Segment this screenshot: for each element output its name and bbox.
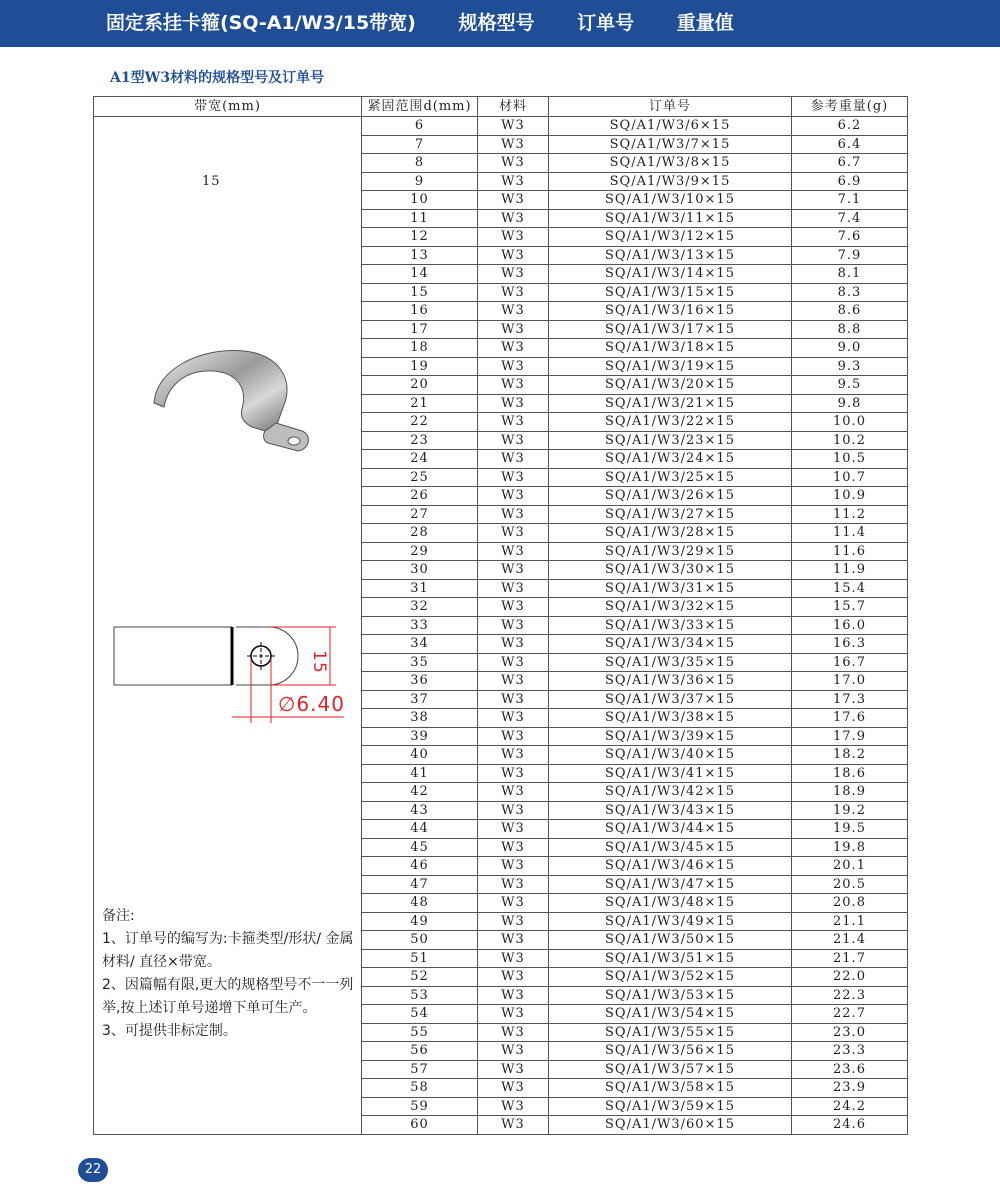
col-header-width: 带宽(mm) xyxy=(94,97,362,117)
weight-cell: 15.4 xyxy=(792,579,908,598)
order-cell: SQ/A1/W3/46×15 xyxy=(549,857,792,876)
material-cell: W3 xyxy=(478,542,549,561)
weight-cell: 8.1 xyxy=(792,265,908,284)
material-cell: W3 xyxy=(478,228,549,247)
order-cell: SQ/A1/W3/55×15 xyxy=(549,1023,792,1042)
weight-cell: 22.3 xyxy=(792,986,908,1005)
material-cell: W3 xyxy=(478,653,549,672)
weight-cell: 10.5 xyxy=(792,450,908,469)
weight-cell: 8.3 xyxy=(792,283,908,302)
order-cell: SQ/A1/W3/60×15 xyxy=(549,1116,792,1135)
clamp-product-image xyxy=(144,345,314,460)
weight-cell: 24.2 xyxy=(792,1097,908,1116)
material-cell: W3 xyxy=(478,431,549,450)
notes xyxy=(102,905,362,1043)
weight-cell: 17.9 xyxy=(792,727,908,746)
range-cell: 13 xyxy=(362,246,478,265)
dim-width-label: 15 xyxy=(309,650,329,674)
range-cell: 46 xyxy=(362,857,478,876)
material-cell: W3 xyxy=(478,875,549,894)
range-cell: 18 xyxy=(362,339,478,358)
range-cell: 35 xyxy=(362,653,478,672)
range-cell: 48 xyxy=(362,894,478,913)
material-cell: W3 xyxy=(478,376,549,395)
range-cell: 58 xyxy=(362,1079,478,1098)
material-cell: W3 xyxy=(478,746,549,765)
range-cell: 54 xyxy=(362,1005,478,1024)
order-cell: SQ/A1/W3/36×15 xyxy=(549,672,792,691)
range-cell: 56 xyxy=(362,1042,478,1061)
order-cell: SQ/A1/W3/30×15 xyxy=(549,561,792,580)
range-cell: 31 xyxy=(362,579,478,598)
material-cell: W3 xyxy=(478,783,549,802)
order-cell: SQ/A1/W3/7×15 xyxy=(549,135,792,154)
material-cell: W3 xyxy=(478,468,549,487)
weight-cell: 18.6 xyxy=(792,764,908,783)
weight-cell: 8.8 xyxy=(792,320,908,339)
weight-cell: 22.0 xyxy=(792,968,908,987)
order-cell: SQ/A1/W3/51×15 xyxy=(549,949,792,968)
dimension-diagram xyxy=(104,597,354,737)
range-cell: 43 xyxy=(362,801,478,820)
material-cell: W3 xyxy=(478,857,549,876)
range-cell: 27 xyxy=(362,505,478,524)
material-cell: W3 xyxy=(478,579,549,598)
weight-cell: 20.5 xyxy=(792,875,908,894)
order-cell: SQ/A1/W3/13×15 xyxy=(549,246,792,265)
material-cell: W3 xyxy=(478,191,549,210)
order-cell: SQ/A1/W3/48×15 xyxy=(549,894,792,913)
weight-cell: 21.4 xyxy=(792,931,908,950)
material-cell: W3 xyxy=(478,727,549,746)
order-cell: SQ/A1/W3/49×15 xyxy=(549,912,792,931)
range-cell: 16 xyxy=(362,302,478,321)
order-cell: SQ/A1/W3/45×15 xyxy=(549,838,792,857)
weight-cell: 11.6 xyxy=(792,542,908,561)
weight-cell: 18.2 xyxy=(792,746,908,765)
notes-line-2: 2、因篇幅有限,更大的规格型号不一一列举,按上述订单号递增下单可生产。 xyxy=(102,977,354,1016)
material-cell: W3 xyxy=(478,635,549,654)
order-cell: SQ/A1/W3/21×15 xyxy=(549,394,792,413)
material-cell: W3 xyxy=(478,357,549,376)
material-cell: W3 xyxy=(478,154,549,173)
order-cell: SQ/A1/W3/12×15 xyxy=(549,228,792,247)
order-cell: SQ/A1/W3/10×15 xyxy=(549,191,792,210)
table-row xyxy=(94,117,908,136)
weight-cell: 7.6 xyxy=(792,228,908,247)
order-cell: SQ/A1/W3/27×15 xyxy=(549,505,792,524)
weight-cell: 16.3 xyxy=(792,635,908,654)
order-cell: SQ/A1/W3/32×15 xyxy=(549,598,792,617)
range-cell: 39 xyxy=(362,727,478,746)
order-cell: SQ/A1/W3/29×15 xyxy=(549,542,792,561)
material-cell: W3 xyxy=(478,949,549,968)
material-cell: W3 xyxy=(478,1042,549,1061)
range-cell: 55 xyxy=(362,1023,478,1042)
order-cell: SQ/A1/W3/18×15 xyxy=(549,339,792,358)
material-cell: W3 xyxy=(478,283,549,302)
weight-cell: 7.4 xyxy=(792,209,908,228)
notes-title: 备注: xyxy=(102,908,135,924)
range-cell: 36 xyxy=(362,672,478,691)
weight-cell: 22.7 xyxy=(792,1005,908,1024)
weight-cell: 9.5 xyxy=(792,376,908,395)
weight-cell: 18.9 xyxy=(792,783,908,802)
range-cell: 40 xyxy=(362,746,478,765)
range-cell: 23 xyxy=(362,431,478,450)
weight-cell: 23.0 xyxy=(792,1023,908,1042)
material-cell: W3 xyxy=(478,672,549,691)
material-cell: W3 xyxy=(478,1079,549,1098)
material-cell: W3 xyxy=(478,1097,549,1116)
material-cell: W3 xyxy=(478,302,549,321)
material-cell: W3 xyxy=(478,265,549,284)
weight-cell: 6.2 xyxy=(792,117,908,136)
weight-cell: 23.6 xyxy=(792,1060,908,1079)
order-cell: SQ/A1/W3/52×15 xyxy=(549,968,792,987)
order-cell: SQ/A1/W3/43×15 xyxy=(549,801,792,820)
weight-cell: 10.7 xyxy=(792,468,908,487)
page-number: 22 xyxy=(78,1158,108,1182)
material-cell: W3 xyxy=(478,912,549,931)
weight-cell: 17.6 xyxy=(792,709,908,728)
range-cell: 50 xyxy=(362,931,478,950)
col-header-order: 订单号 xyxy=(549,97,792,117)
weight-cell: 16.0 xyxy=(792,616,908,635)
weight-cell: 11.9 xyxy=(792,561,908,580)
order-cell: SQ/A1/W3/25×15 xyxy=(549,468,792,487)
range-cell: 17 xyxy=(362,320,478,339)
range-cell: 28 xyxy=(362,524,478,543)
range-cell: 44 xyxy=(362,820,478,839)
material-cell: W3 xyxy=(478,801,549,820)
weight-cell: 17.0 xyxy=(792,672,908,691)
weight-cell: 6.4 xyxy=(792,135,908,154)
range-cell: 52 xyxy=(362,968,478,987)
header-item-order: 订单号 xyxy=(577,12,635,34)
order-cell: SQ/A1/W3/6×15 xyxy=(549,117,792,136)
range-cell: 24 xyxy=(362,450,478,469)
weight-cell: 11.4 xyxy=(792,524,908,543)
order-cell: SQ/A1/W3/54×15 xyxy=(549,1005,792,1024)
material-cell: W3 xyxy=(478,1116,549,1135)
weight-cell: 9.0 xyxy=(792,339,908,358)
weight-cell: 21.1 xyxy=(792,912,908,931)
weight-cell: 17.3 xyxy=(792,690,908,709)
weight-cell: 19.8 xyxy=(792,838,908,857)
weight-cell: 10.9 xyxy=(792,487,908,506)
range-cell: 38 xyxy=(362,709,478,728)
range-cell: 26 xyxy=(362,487,478,506)
weight-cell: 20.1 xyxy=(792,857,908,876)
weight-cell: 19.5 xyxy=(792,820,908,839)
weight-cell: 8.6 xyxy=(792,302,908,321)
range-cell: 41 xyxy=(362,764,478,783)
material-cell: W3 xyxy=(478,394,549,413)
spec-table xyxy=(93,96,908,1135)
range-cell: 47 xyxy=(362,875,478,894)
material-cell: W3 xyxy=(478,838,549,857)
order-cell: SQ/A1/W3/57×15 xyxy=(549,1060,792,1079)
range-cell: 6 xyxy=(362,117,478,136)
range-cell: 53 xyxy=(362,986,478,1005)
order-cell: SQ/A1/W3/35×15 xyxy=(549,653,792,672)
range-cell: 20 xyxy=(362,376,478,395)
order-cell: SQ/A1/W3/37×15 xyxy=(549,690,792,709)
material-cell: W3 xyxy=(478,246,549,265)
range-cell: 9 xyxy=(362,172,478,191)
range-cell: 19 xyxy=(362,357,478,376)
material-cell: W3 xyxy=(478,986,549,1005)
header-item-spec: 规格型号 xyxy=(458,12,535,34)
material-cell: W3 xyxy=(478,1023,549,1042)
order-cell: SQ/A1/W3/9×15 xyxy=(549,172,792,191)
material-cell: W3 xyxy=(478,172,549,191)
header-bar xyxy=(0,0,1000,47)
weight-cell: 9.3 xyxy=(792,357,908,376)
material-cell: W3 xyxy=(478,709,549,728)
header-title: 固定系挂卡箍(SQ-A1/W3/15带宽) xyxy=(106,12,416,34)
order-cell: SQ/A1/W3/41×15 xyxy=(549,764,792,783)
range-cell: 15 xyxy=(362,283,478,302)
material-cell: W3 xyxy=(478,764,549,783)
range-cell: 60 xyxy=(362,1116,478,1135)
material-cell: W3 xyxy=(478,820,549,839)
range-cell: 42 xyxy=(362,783,478,802)
range-cell: 45 xyxy=(362,838,478,857)
dim-hole-label: ∅6.40 xyxy=(278,692,345,716)
order-cell: SQ/A1/W3/56×15 xyxy=(549,1042,792,1061)
width-value: 15 xyxy=(202,174,221,189)
weight-cell: 6.9 xyxy=(792,172,908,191)
range-cell: 32 xyxy=(362,598,478,617)
material-cell: W3 xyxy=(478,339,549,358)
range-cell: 25 xyxy=(362,468,478,487)
range-cell: 14 xyxy=(362,265,478,284)
material-cell: W3 xyxy=(478,616,549,635)
material-cell: W3 xyxy=(478,505,549,524)
order-cell: SQ/A1/W3/38×15 xyxy=(549,709,792,728)
order-cell: SQ/A1/W3/39×15 xyxy=(549,727,792,746)
weight-cell: 9.8 xyxy=(792,394,908,413)
weight-cell: 10.0 xyxy=(792,413,908,432)
order-cell: SQ/A1/W3/58×15 xyxy=(549,1079,792,1098)
range-cell: 51 xyxy=(362,949,478,968)
range-cell: 57 xyxy=(362,1060,478,1079)
material-cell: W3 xyxy=(478,117,549,136)
weight-cell: 23.3 xyxy=(792,1042,908,1061)
order-cell: SQ/A1/W3/26×15 xyxy=(549,487,792,506)
order-cell: SQ/A1/W3/34×15 xyxy=(549,635,792,654)
table-header-row xyxy=(94,97,908,117)
range-cell: 37 xyxy=(362,690,478,709)
order-cell: SQ/A1/W3/8×15 xyxy=(549,154,792,173)
order-cell: SQ/A1/W3/59×15 xyxy=(549,1097,792,1116)
material-cell: W3 xyxy=(478,524,549,543)
weight-cell: 7.1 xyxy=(792,191,908,210)
order-cell: SQ/A1/W3/20×15 xyxy=(549,376,792,395)
col-header-material: 材料 xyxy=(478,97,549,117)
order-cell: SQ/A1/W3/31×15 xyxy=(549,579,792,598)
range-cell: 22 xyxy=(362,413,478,432)
material-cell: W3 xyxy=(478,450,549,469)
table-body xyxy=(94,117,908,1135)
range-cell: 8 xyxy=(362,154,478,173)
material-cell: W3 xyxy=(478,135,549,154)
range-cell: 21 xyxy=(362,394,478,413)
material-cell: W3 xyxy=(478,320,549,339)
range-cell: 12 xyxy=(362,228,478,247)
order-cell: SQ/A1/W3/15×15 xyxy=(549,283,792,302)
weight-cell: 23.9 xyxy=(792,1079,908,1098)
order-cell: SQ/A1/W3/14×15 xyxy=(549,265,792,284)
order-cell: SQ/A1/W3/16×15 xyxy=(549,302,792,321)
order-cell: SQ/A1/W3/17×15 xyxy=(549,320,792,339)
col-header-range: 紧固范围d(mm) xyxy=(362,97,478,117)
weight-cell: 10.2 xyxy=(792,431,908,450)
material-cell: W3 xyxy=(478,561,549,580)
weight-cell: 6.7 xyxy=(792,154,908,173)
material-cell: W3 xyxy=(478,598,549,617)
order-cell: SQ/A1/W3/53×15 xyxy=(549,986,792,1005)
weight-cell: 21.7 xyxy=(792,949,908,968)
weight-cell: 15.7 xyxy=(792,598,908,617)
order-cell: SQ/A1/W3/50×15 xyxy=(549,931,792,950)
col-header-weight: 参考重量(g) xyxy=(792,97,908,117)
order-cell: SQ/A1/W3/28×15 xyxy=(549,524,792,543)
weight-cell: 20.8 xyxy=(792,894,908,913)
material-cell: W3 xyxy=(478,894,549,913)
notes-line-3: 3、可提供非标定制。 xyxy=(102,1023,237,1039)
range-cell: 10 xyxy=(362,191,478,210)
range-cell: 11 xyxy=(362,209,478,228)
header-item-weight: 重量值 xyxy=(676,12,734,34)
order-cell: SQ/A1/W3/19×15 xyxy=(549,357,792,376)
order-cell: SQ/A1/W3/33×15 xyxy=(549,616,792,635)
order-cell: SQ/A1/W3/47×15 xyxy=(549,875,792,894)
material-cell: W3 xyxy=(478,487,549,506)
material-cell: W3 xyxy=(478,413,549,432)
weight-cell: 19.2 xyxy=(792,801,908,820)
order-cell: SQ/A1/W3/23×15 xyxy=(549,431,792,450)
order-cell: SQ/A1/W3/40×15 xyxy=(549,746,792,765)
range-cell: 7 xyxy=(362,135,478,154)
weight-cell: 11.2 xyxy=(792,505,908,524)
order-cell: SQ/A1/W3/24×15 xyxy=(549,450,792,469)
material-cell: W3 xyxy=(478,209,549,228)
left-info-cell xyxy=(94,117,362,1135)
order-cell: SQ/A1/W3/22×15 xyxy=(549,413,792,432)
material-cell: W3 xyxy=(478,690,549,709)
range-cell: 34 xyxy=(362,635,478,654)
order-cell: SQ/A1/W3/11×15 xyxy=(549,209,792,228)
range-cell: 33 xyxy=(362,616,478,635)
material-cell: W3 xyxy=(478,968,549,987)
material-cell: W3 xyxy=(478,1060,549,1079)
material-cell: W3 xyxy=(478,1005,549,1024)
weight-cell: 24.6 xyxy=(792,1116,908,1135)
weight-cell: 7.9 xyxy=(792,246,908,265)
section-title: A1型W3材料的规格型号及订单号 xyxy=(110,70,325,86)
range-cell: 30 xyxy=(362,561,478,580)
order-cell: SQ/A1/W3/42×15 xyxy=(549,783,792,802)
order-cell: SQ/A1/W3/44×15 xyxy=(549,820,792,839)
header-title-group xyxy=(106,0,770,47)
notes-line-1: 1、订单号的编写为:卡箍类型/形状/ 金属材料/ 直径×带宽。 xyxy=(102,931,354,970)
range-cell: 49 xyxy=(362,912,478,931)
range-cell: 59 xyxy=(362,1097,478,1116)
range-cell: 29 xyxy=(362,542,478,561)
material-cell: W3 xyxy=(478,931,549,950)
weight-cell: 16.7 xyxy=(792,653,908,672)
